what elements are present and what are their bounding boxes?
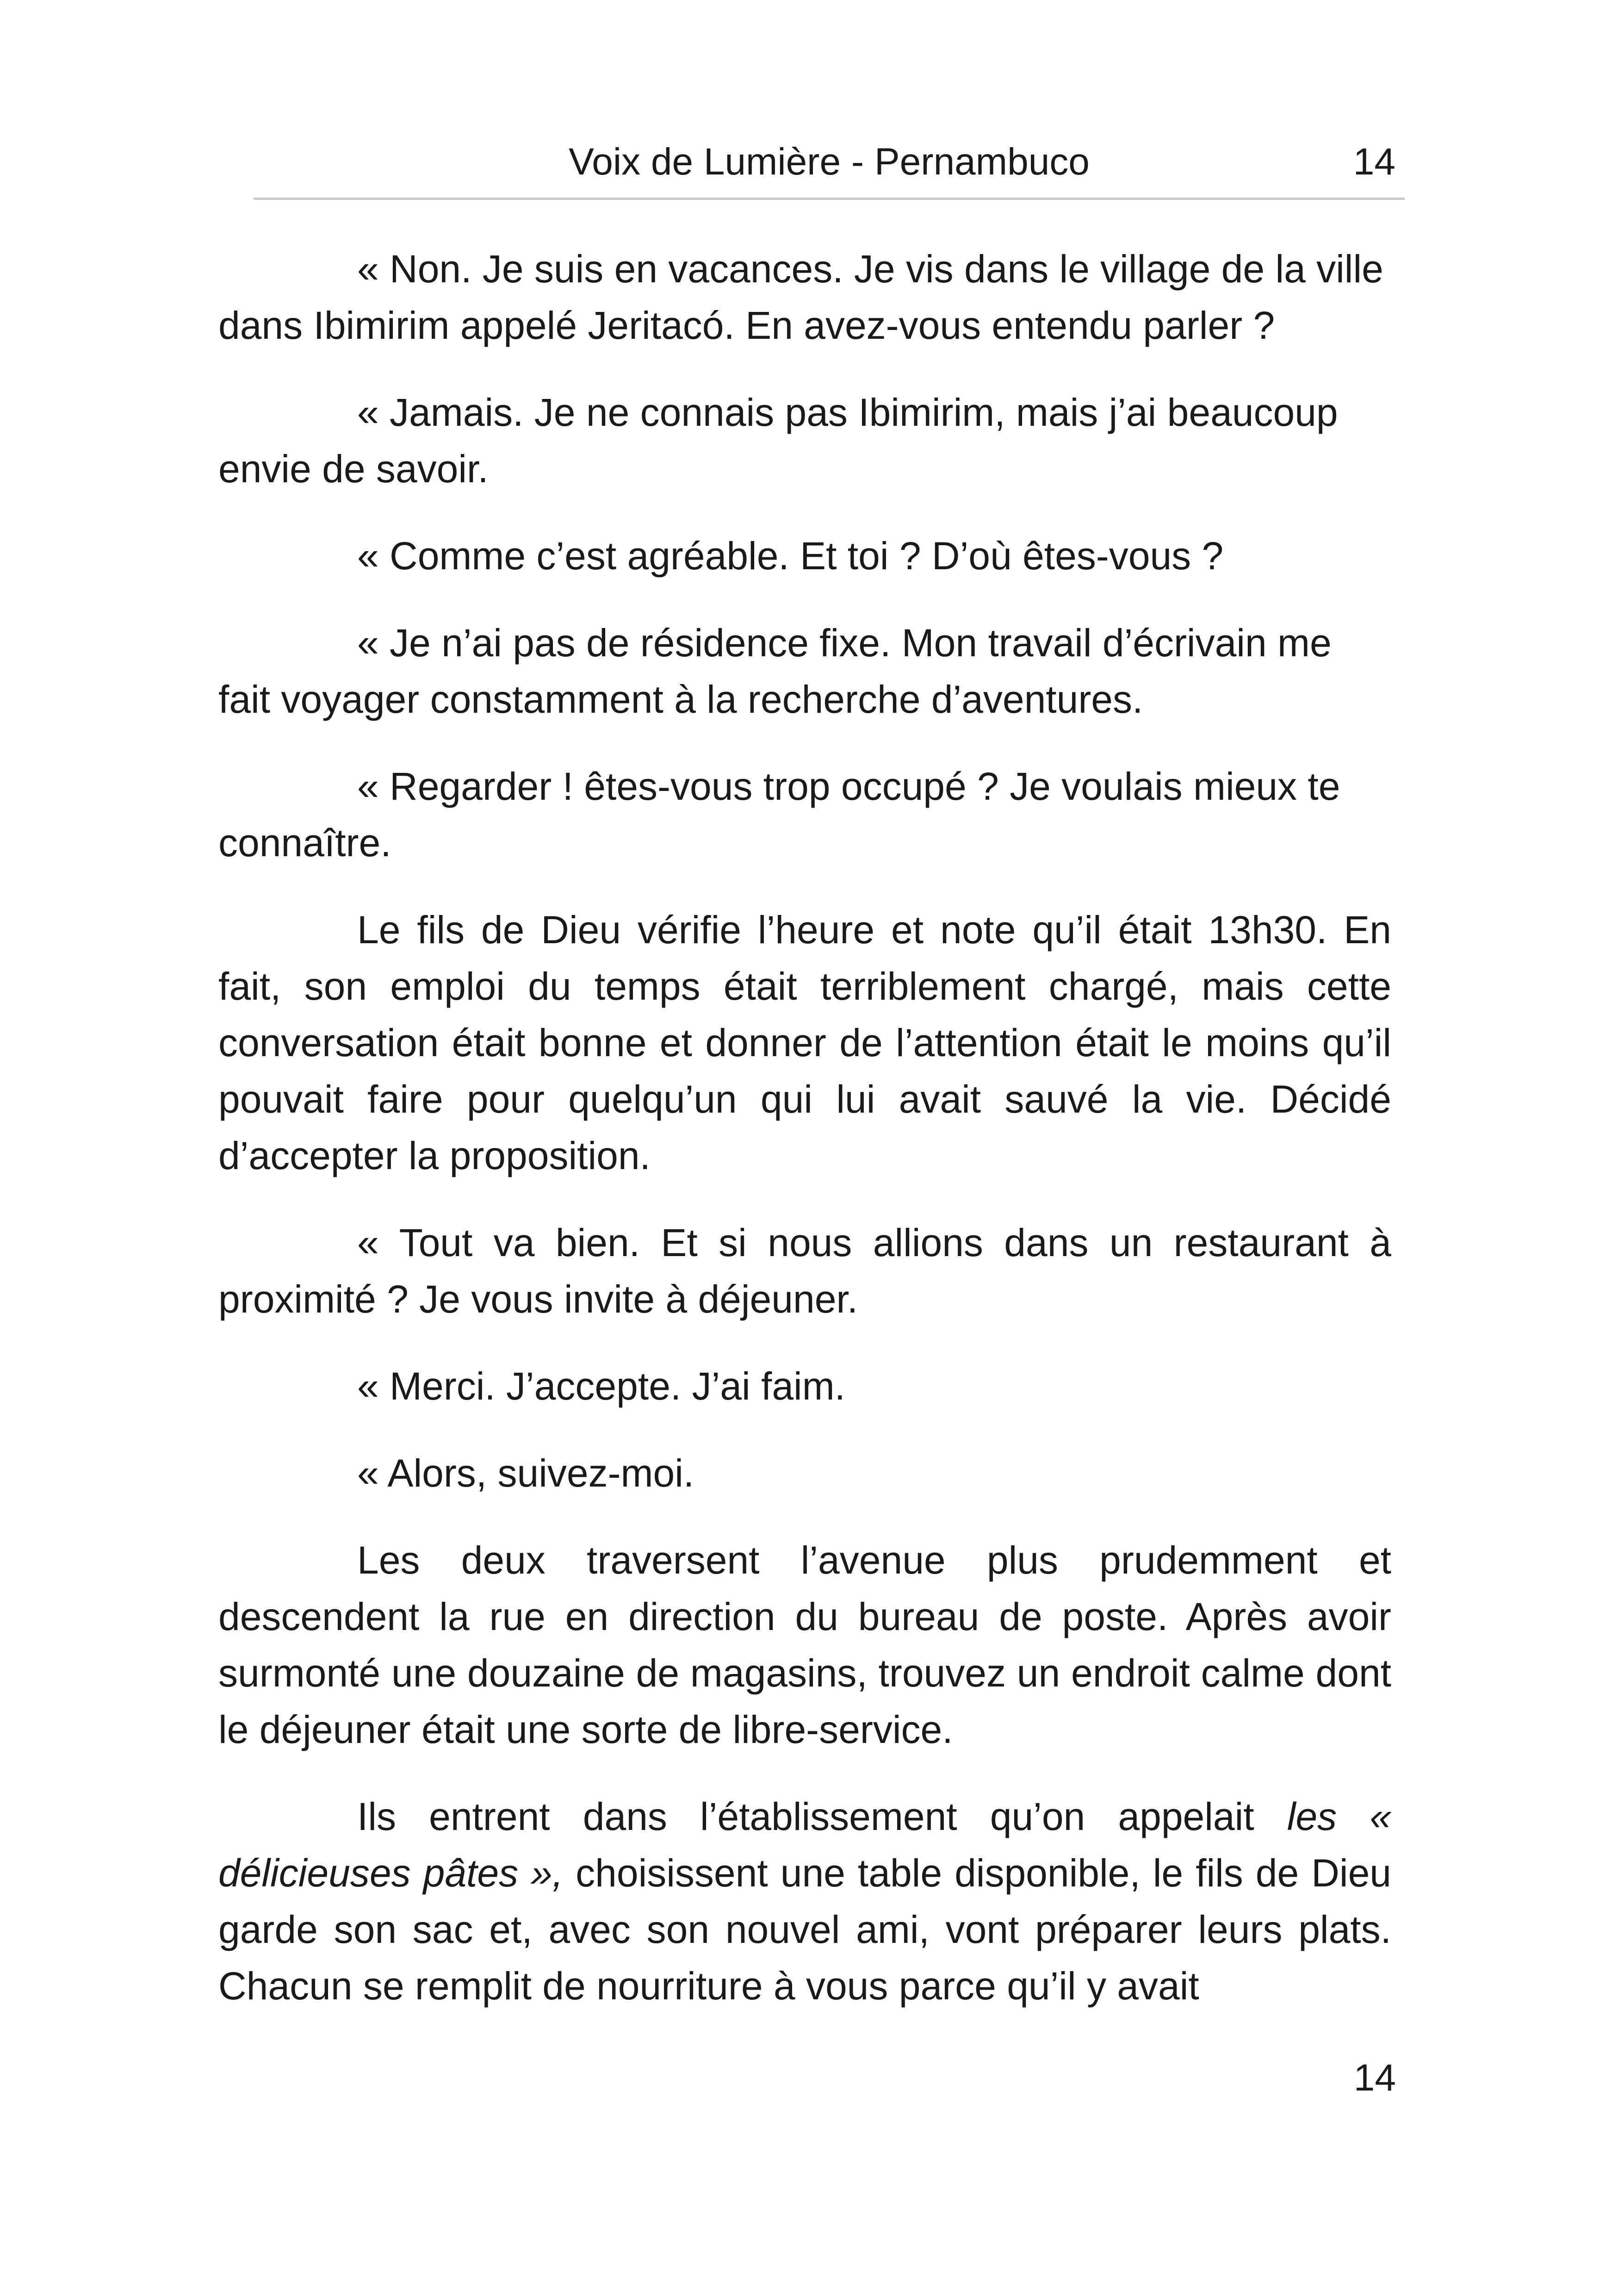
paragraph-2: « Jamais. Je ne connais pas Ibimirim, mais j’ai beaucoup envie de savoir. xyxy=(218,391,1338,491)
restaurant-name: les « délicieuses pâtes », xyxy=(218,1795,1391,1895)
paragraph-1: « Non. Je suis en vacances. Je vis dans le village de la ville dans Ibimirim appelé Jeritacó. En avez-vous entendu parler ? xyxy=(218,247,1383,347)
paragraph-11 xyxy=(218,1788,1391,2014)
paragraph-8: « Merci. J’accepte. J’ai faim. xyxy=(357,1364,846,1408)
header-page-number: 14 xyxy=(1353,141,1395,183)
paragraph-6: Le fils de Dieu vérifie l’heure et note qu’il était 13h30. En fait, son emploi du temps était terriblement chargé, mais cette conversation était bonne et donner de l’attention était le moins qu’il pouvait faire pour quelqu’un qui lui avait sauvé la vie. Décidé d’accepter la proposition. xyxy=(218,908,1391,1177)
footer-page-number: 14 xyxy=(1353,2057,1396,2099)
paragraph-5: « Regarder ! êtes-vous trop occupé ? Je voulais mieux te connaître. xyxy=(218,765,1340,865)
paragraph-9: « Alors, suivez-moi. xyxy=(357,1451,694,1495)
running-title: Voix de Lumière - Pernambuco xyxy=(569,141,1090,183)
paragraph-11-end: choisissent une table disponible, le fils de Dieu garde son sac et, avec son nouvel ami, vont préparer leurs plats. Chacun se remplit de nourriture à vous parce qu’il y avait xyxy=(218,1851,1391,2008)
paragraph-3: « Comme c’est agréable. Et toi ? D’où êtes-vous ? xyxy=(357,534,1224,578)
paragraph-4: « Je n’ai pas de résidence fixe. Mon travail d’écrivain me fait voyager constamment à la recherche d’aventures. xyxy=(218,621,1332,721)
body-text xyxy=(218,241,1391,2045)
paragraph-7: « Tout va bien. Et si nous allions dans un restaurant à proximité ? Je vous invite à déjeuner. xyxy=(218,1221,1391,1321)
page-header xyxy=(254,134,1405,200)
paragraph-10: Les deux traversent l’avenue plus prudemment et descendent la rue en direction du bureau de poste. Après avoir surmonté une douzaine de magasins, trouvez un endroit calme dont le déjeuner était une sorte de libre-service. xyxy=(218,1538,1391,1751)
paragraph-11-start: Ils entrent dans l’établissement qu’on appelait xyxy=(357,1795,1287,1838)
